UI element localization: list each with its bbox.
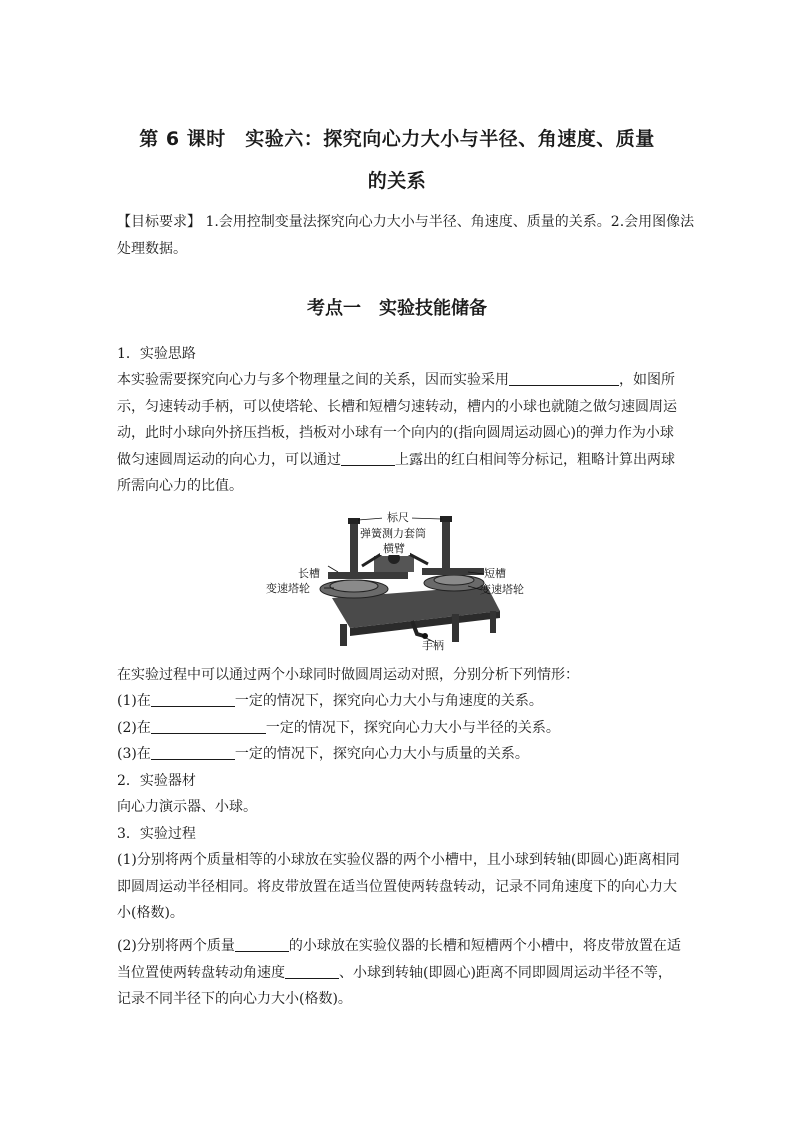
s3-p1-line-2: 即圆周运动半径相同。将皮带放置在适当位置使两转盘转动，记录不同角速度下的向心力大 — [117, 879, 677, 895]
s2-heading: 2．实验器材 — [117, 773, 196, 789]
case-text: (2)在 — [117, 720, 151, 736]
label-right-pulley: 变速塔轮 — [480, 583, 524, 596]
s3-text: (2)分别将两个质量 — [117, 938, 235, 954]
label-handle: 手柄 — [422, 639, 444, 652]
label-long-groove: 长槽 — [298, 567, 320, 580]
case-text: (1)在 — [117, 693, 151, 709]
case-text: 一定的情况下，探究向心力大小与角速度的关系。 — [234, 693, 543, 709]
fill-blank[interactable] — [151, 691, 235, 707]
s3-p2-line-3: 记录不同半径下的向心力大小(格数)。 — [117, 991, 352, 1007]
case-text: (3)在 — [117, 746, 151, 762]
case-1 — [117, 688, 679, 714]
s1-text: ，如图所 — [619, 372, 675, 388]
s3-text: 当位置使两转盘转动角速度 — [117, 965, 285, 981]
fill-blank[interactable] — [151, 744, 235, 760]
fill-blank[interactable] — [151, 718, 266, 734]
case-text: 一定的情况下，探究向心力大小与质量的关系。 — [234, 746, 529, 762]
fill-blank[interactable] — [235, 936, 289, 952]
s1-text: 上露出的红白相间等分标记，粗略计算出两球 — [395, 452, 675, 468]
s1-p1-line-1 — [117, 367, 679, 393]
lesson-title-line-2: 的关系 — [367, 170, 427, 192]
case-3 — [117, 741, 679, 767]
spring-sleeve-right — [442, 516, 450, 570]
s1-text: 做匀速圆周运动的向心力，可以通过 — [117, 452, 341, 468]
fill-blank[interactable] — [341, 450, 395, 466]
s3-heading: 3．实验过程 — [117, 826, 196, 842]
s3-text: 、小球到转轴(即圆心)距离不同即圆周运动半径不等， — [339, 965, 672, 981]
s3-p1-line-1: (1)分别将两个质量相等的小球放在实验仪器的两个小槽中，且小球到转轴(即圆心)距离相同 — [117, 852, 680, 868]
s3-p2-line-1 — [117, 933, 679, 959]
s3-p2-line-2 — [117, 960, 679, 986]
goals-line-1: 【目标要求】 1.会用控制变量法探究向心力大小与半径、角速度、质量的关系。2.会用图像法 — [117, 214, 695, 230]
label-cross-arm: 横臂 — [383, 542, 405, 555]
lesson-title-line-1: 第 6 课时 实验六：探究向心力大小与半径、角速度、质量 — [139, 128, 655, 150]
s1-p1-line-2: 示，匀速转动手柄，可以使塔轮、长槽和短槽匀速转动，槽内的小球也就随之做匀速圆周运 — [117, 399, 677, 415]
s3-p1-line-3: 小(格数)。 — [117, 905, 184, 921]
goals-line-2: 处理数据。 — [117, 241, 187, 257]
centripetal-demonstrator-figure — [262, 506, 532, 656]
label-left-pulley: 变速塔轮 — [266, 582, 310, 595]
label-spring-sleeve: 弹簧测力套筒 — [360, 527, 426, 540]
s1-heading: 1．实验思路 — [117, 346, 196, 362]
fill-blank[interactable] — [509, 370, 619, 386]
label-scale: 标尺 — [387, 511, 409, 524]
cases-intro: 在实验过程中可以通过两个小球同时做圆周运动对照，分别分析下列情形： — [117, 667, 579, 683]
s1-p1-line-5: 所需向心力的比值。 — [117, 478, 243, 494]
case-2 — [117, 715, 679, 741]
case-text: 一定的情况下，探究向心力大小与半径的关系。 — [265, 720, 560, 736]
s2-text: 向心力演示器、小球。 — [117, 799, 257, 815]
s1-p1-line-3: 动，此时小球向外挤压挡板，挡板对小球有一个向内的(指向圆周运动圆心)的弹力作为小球 — [117, 425, 674, 441]
leg-right-front — [452, 614, 459, 642]
short-groove — [422, 568, 484, 575]
s1-p1-line-4 — [117, 447, 679, 473]
long-groove — [328, 572, 408, 579]
section-title: 考点一 实验技能储备 — [307, 298, 487, 319]
leg-right-back — [490, 611, 496, 633]
fill-blank[interactable] — [285, 963, 339, 979]
s3-text: 的小球放在实验仪器的长槽和短槽两个小槽中，将皮带放置在适 — [288, 938, 681, 954]
leg-left-front — [340, 624, 347, 646]
label-short-groove: 短槽 — [484, 567, 506, 580]
apparatus-illustration — [262, 506, 532, 656]
s1-text: 本实验需要探究向心力与多个物理量之间的关系，因而实验采用 — [117, 372, 509, 388]
spring-sleeve-left — [350, 518, 358, 573]
